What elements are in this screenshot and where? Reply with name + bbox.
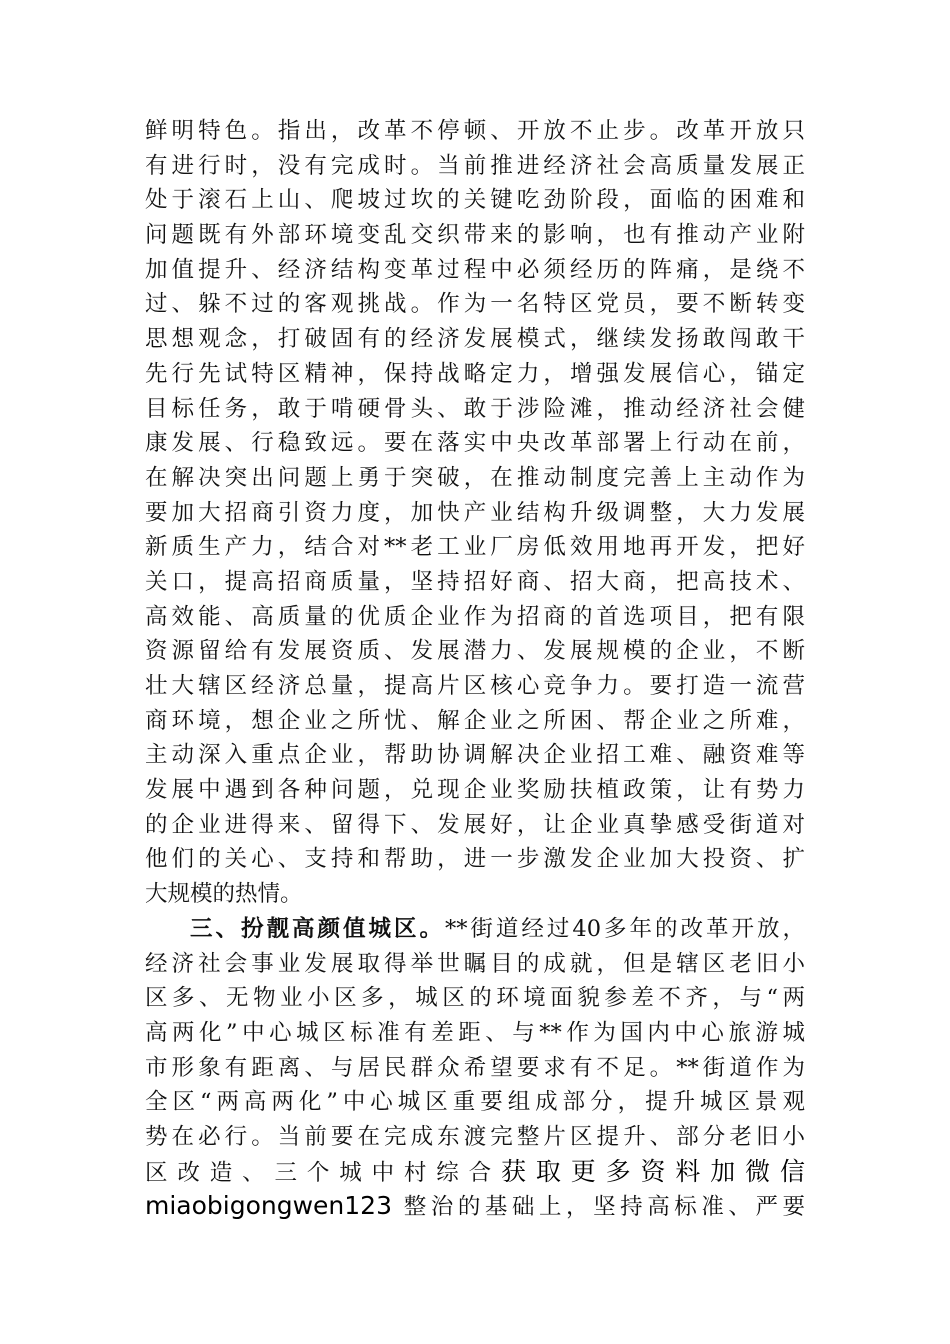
text-line: 势在必行。当前要在完成东渡完整片区提升、部分老旧小 (145, 1123, 805, 1150)
text-line: 思想观念，打破固有的经济发展模式，继续发扬敢闯敢干 (145, 326, 805, 353)
promo-line (145, 1155, 805, 1190)
text-line: 目标任务，敢于啃硬骨头、敢于涉险滩，推动经济社会健 (145, 395, 805, 422)
section-heading: 三、扮靓高颜值城区。 (190, 915, 445, 942)
text-line: 关口，提高招商质量，坚持招好商、招大商，把高技术、 (145, 568, 805, 595)
text-line: 处于滚石上山、爬坡过坎的关键吃劲阶段，面临的困难和 (145, 187, 805, 214)
text-line: 有进行时，没有完成时。当前推进经济社会高质量发展正 (145, 152, 805, 179)
text-line: 鲜明特色。指出，改革不停顿、开放不止步。改革开放只 (145, 118, 805, 144)
text-line: 大规模的热情。 (145, 881, 303, 908)
text-line: 区多、无物业小区多，城区的环境面貌参差不齐，与“两 (145, 985, 805, 1012)
text-line: 加值提升、经济结构变革过程中必须经历的阵痛，是绕不 (145, 256, 805, 283)
text-line: 要加大招商引资力度，加快产业结构升级调整，大力发展 (145, 499, 805, 526)
text-line: 过、躲不过的客观挑战。作为一名特区党员，要不断转变 (145, 291, 805, 318)
text-line: 的企业进得来、留得下、发展好，让企业真挚感受街道对 (145, 811, 805, 838)
text-line: 高两化”中心城区标准有差距、与**作为国内中心旅游城 (145, 1019, 805, 1046)
section-heading-line (145, 912, 805, 947)
text-line: 商环境，想企业之所忧、解企业之所困、帮企业之所难， (145, 707, 805, 734)
text-line: 在解决突出问题上勇于突破，在推动制度完善上主动作为 (145, 464, 805, 491)
text-line: 主动深入重点企业，帮助协调解决企业招工难、融资难等 (145, 742, 805, 769)
text-line: 他们的关心、支持和帮助，进一步激发企业加大投资、扩 (145, 846, 805, 873)
paragraph-lines (145, 947, 805, 1155)
text-line: 经济社会事业发展取得举世瞩目的成就，但是辖区老旧小 (145, 950, 805, 977)
text-line: 资源留给有发展资质、发展潜力、发展规模的企业，不断 (145, 638, 805, 665)
heading-line-text: **街道经过40多年的改革开放， (444, 915, 805, 942)
promo-wechat-id: miaobigongwen123 (145, 1191, 392, 1221)
line-text: 区改造、三个城中村综合 (145, 1159, 502, 1186)
text-line: 问题既有外部环境变乱交织带来的影响，也有推动产业附 (145, 222, 805, 249)
line-text: 整治的基础上，坚持高标准、严要 (392, 1194, 805, 1221)
promo-text: 获取更多资料加微信 (501, 1156, 805, 1186)
text-line: 康发展、行稳致远。要在落实中央改革部署上行动在前， (145, 430, 805, 457)
text-line: 新质生产力，结合对**老工业厂房低效用地再开发，把好 (145, 534, 805, 561)
promo-id-line (145, 1189, 805, 1224)
text-line: 发展中遇到各种问题，兑现企业奖励扶植政策，让有势力 (145, 777, 805, 804)
paragraph-reform (145, 114, 805, 912)
paragraph-city-upgrade (145, 912, 805, 1224)
text-line: 先行先试特区精神，保持战略定力，增强发展信心，锚定 (145, 360, 805, 387)
text-line: 高效能、高质量的优质企业作为招商的首选项目，把有限 (145, 603, 805, 630)
text-line: 全区“两高两化”中心城区重要组成部分，提升城区景观 (145, 1089, 805, 1116)
body-text (145, 114, 805, 1224)
text-line: 市形象有距离、与居民群众希望要求有不足。**街道作为 (145, 1054, 805, 1081)
text-line: 壮大辖区经济总量，提高片区核心竞争力。要打造一流营 (145, 673, 805, 699)
